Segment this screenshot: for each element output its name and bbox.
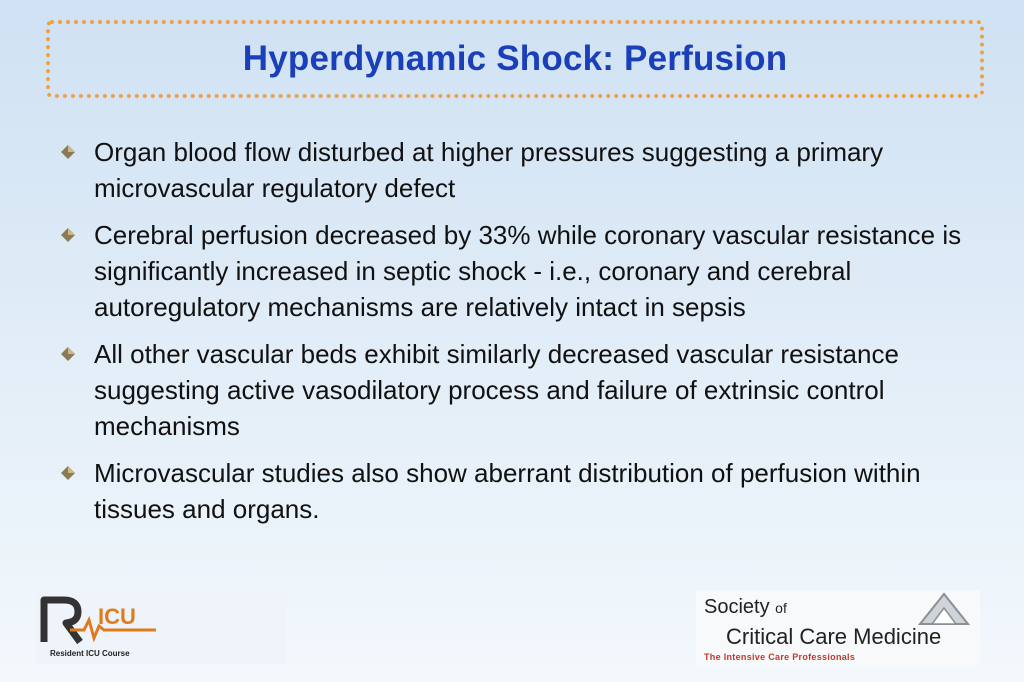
sccm-logo	[696, 590, 980, 666]
diamond-bullet-icon	[60, 336, 94, 367]
bullet-text: Organ blood flow disturbed at higher pressures suggesting a primary microvascular regulatory defect	[94, 137, 884, 203]
bullet-item	[60, 336, 980, 444]
bullet-item	[60, 134, 980, 206]
title-frame	[46, 20, 984, 98]
diamond-bullet-icon	[60, 455, 94, 486]
mountain-logo-icon	[916, 592, 972, 626]
bullet-text: Microvascular studies also show aberrant distribution of perfusion within tissues and organs.	[94, 458, 921, 524]
slide-title: Hyperdynamic Shock: Perfusion	[242, 39, 788, 78]
diamond-bullet-icon	[60, 217, 94, 248]
sccm-name: Critical Care Medicine	[726, 624, 942, 649]
sccm-society	[704, 596, 787, 619]
sccm-tagline: The Intensive Care Professionals	[704, 652, 856, 662]
diamond-bullet-icon	[60, 134, 94, 165]
svg-text:ICU: ICU	[98, 604, 136, 629]
ricu-logo-mark	[36, 592, 166, 652]
ricu-subtitle: Resident ICU Course	[50, 649, 130, 658]
bullet-list	[60, 134, 980, 538]
bullet-item	[60, 455, 980, 527]
ricu-logo	[36, 592, 286, 664]
bullet-text: Cerebral perfusion decreased by 33% while coronary vascular resistance is significantly increased in septic shock - i.e., coronary and cerebral autoregulatory mechanisms are relatively intact in sepsis	[94, 220, 962, 322]
sccm-society-word: Society	[704, 596, 770, 618]
sccm-of-word: of	[775, 600, 787, 616]
bullet-text: All other vascular beds exhibit similarly decreased vascular resistance suggesting active vasodilatory process and failure of extrinsic control mechanisms	[94, 339, 899, 441]
bullet-item	[60, 217, 980, 325]
